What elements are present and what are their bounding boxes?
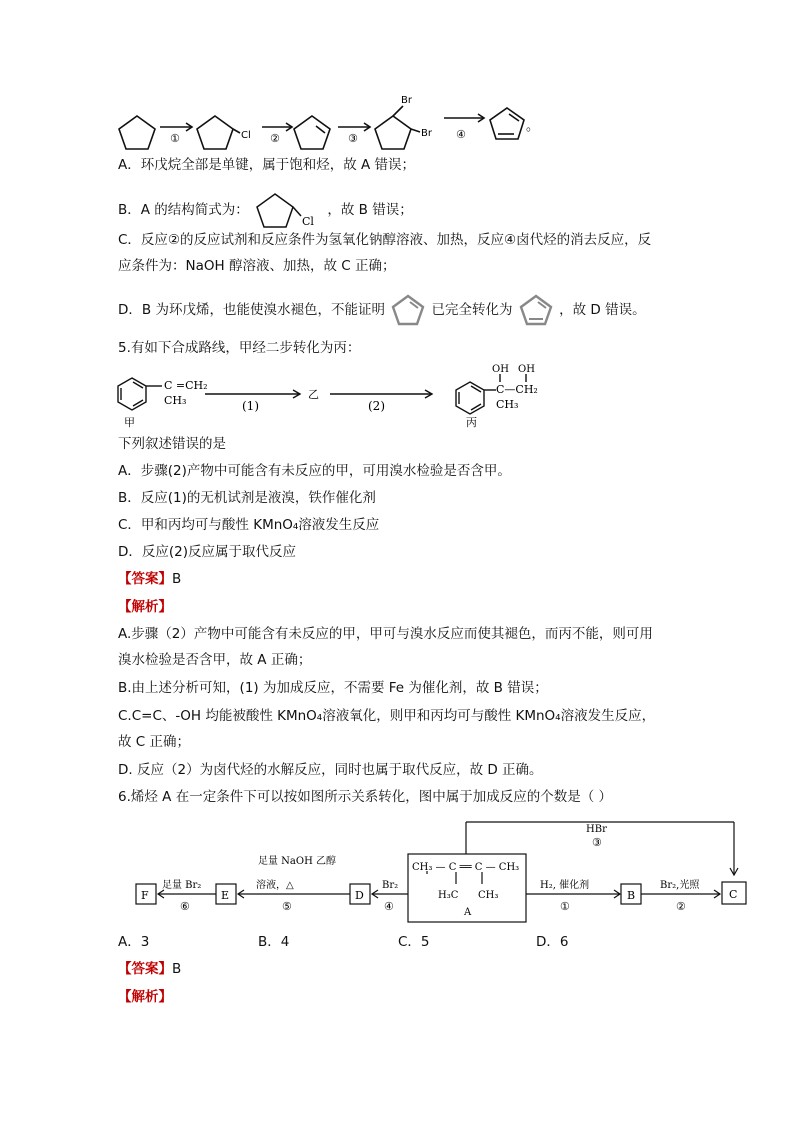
q4-analysis-a: A．环戊烷全部是单键，属于饱和烃，故 A 错误； [118,157,416,173]
q6-naoh-line2: 溶液，△ [256,880,294,891]
q6-naoh-line1: 足量 NaOH 乙醇 [258,856,336,867]
q5-analysis-label: 【解析】 [118,599,172,615]
inline-chloro-label: Cl [302,215,315,228]
q5-analysis-b: B.由上述分析可知，(1) 为加成反应，不需要 Fe 为催化剂，故 B 错误； [118,680,548,696]
step-1-label: ① [170,132,180,145]
q6-step5: ⑤ [282,900,292,913]
q6-a-label: A [464,907,472,918]
q5-analysis-a-line2: 溴水检验是否含甲，故 A 正确； [118,652,312,668]
step-3-label: ③ [348,132,358,145]
q4-d-prefix: D．B 为环戊烯，也能使溴水褪色，不能证明 [118,302,385,318]
q6-c-label: C [729,888,738,901]
q4-analysis-d [118,292,646,328]
q4-b-suffix: ，故 B 错误； [327,202,413,218]
q5-answer-label: 【答案】 [118,571,172,587]
cyclopentadiene-inline-structure [517,292,555,328]
q6-step4: ④ [384,900,394,913]
q5-stem: 下列叙述错误的是 [118,436,226,452]
q6-title: 6.烯烃 A 在一定条件下可以按如图所示关系转化，图中属于加成反应的个数是（ ） [118,789,612,805]
step-2-label: ② [270,132,280,145]
reaction-scheme-q5 [0,362,794,432]
period-mark: 。 [526,119,540,134]
q6-e-label: E [221,889,230,902]
q5-option-c: C．甲和丙均可与酸性 KMnO₄溶液发生反应 [118,517,380,533]
q6-d-label: D [355,889,364,902]
q6-option-b: B．4 [258,934,290,950]
q5-analysis-c-line2: 故 C 正确； [118,734,191,750]
q6-step1: ① [560,900,570,913]
q5-answer-value: B [172,571,182,587]
q6-b-label: B [627,889,636,902]
q5-analysis-a-line1: A.步骤（2）产物中可能含有未反应的甲，甲可与溴水反应而使其褪色，而丙不能，则可用 [118,626,653,642]
q6-h2: H₂, 催化剂 [540,880,590,891]
q5-bing-oh2: OH [518,364,535,375]
cyclopentane-structure [119,116,155,149]
q6-a-top: CH₃ — C ══ C — CH₃ [412,862,520,873]
bromo-label-1: Br [401,95,412,106]
q6-a-h3c: H₃C [438,890,459,901]
q5-option-a: A．步骤(2)产物中可能含有未反应的甲，可用溴水检验是否含甲。 [118,463,511,479]
q6-analysis-label: 【解析】 [118,989,172,1005]
q6-br2-light: Br₂,光照 [660,880,700,891]
chloro-label: Cl [241,130,251,141]
q6-option-c: C．5 [398,934,430,950]
q4-analysis-b [118,190,413,226]
q6-answer [118,959,181,979]
q6-option-a: A．3 [118,934,150,950]
chlorocyclopentane-structure [197,116,233,149]
q6-hbr: HBr [586,824,607,835]
dibromocyclopentane-structure [375,116,411,149]
q5-jia-ch2: C =CH₂ [164,379,208,392]
q5-answer [118,569,181,589]
q5-option-d: D．反应(2)反应属于取代反应 [118,544,297,560]
bromo-label-2: Br [421,128,432,139]
q6-answer-label: 【答案】 [118,961,172,977]
q5-yi-label: 乙 [308,388,319,401]
q5-jia-ch3: CH₃ [164,394,187,407]
q6-a-ch3: CH₃ [478,890,499,901]
q5-option-b: B．反应(1)的无机试剂是液溴，铁作催化剂 [118,490,376,506]
q4-analysis-c-line1: C．反应②的反应试剂和反应条件为氢氧化钠醇溶液、加热，反应④卤代烃的消去反应，反 [118,232,652,248]
q6-br2-d: Br₂ [382,880,399,891]
q5-analysis-d: D. 反应（2）为卤代烃的水解反应，同时也属于取代反应，故 D 正确。 [118,762,543,778]
q6-excess-br2: 足量 Br₂ [162,880,202,891]
q6-f-label: F [141,889,149,902]
reaction-scheme-q6 [0,812,794,932]
step-4-label: ④ [456,128,466,141]
q5-step1: (1) [242,399,259,413]
q5-bing-label: 丙 [466,416,477,429]
chlorocyclopentane-inline-structure [253,190,323,230]
q6-answer-value: B [172,961,182,977]
q5-bing-oh1: OH [492,364,509,375]
q4-d-suffix: ，故 D 错误。 [559,302,646,318]
cyclopentene-inline-structure [389,292,427,328]
q4-b-prefix: B．A 的结构简式为： [118,202,249,218]
q4-analysis-c-line2: 应条件为：NaOH 醇溶液、加热，故 C 正确； [118,258,396,274]
q6-option-d: D．6 [536,934,569,950]
q6-step3: ③ [592,836,602,849]
q6-step2: ② [676,900,686,913]
q5-jia-label: 甲 [124,416,135,429]
q4-d-middle: 已完全转化为 [431,302,513,318]
q5-bing-ch2: C—CH₂ [496,383,538,396]
q6-step6: ⑥ [180,900,190,913]
q5-bing-ch3: CH₃ [496,398,519,411]
q5-step2: (2) [368,399,385,413]
q5-analysis-c-line1: C.C=C、-OH 均能被酸性 KMnO₄溶液氧化，则甲和丙均可与酸性 KMnO₄溶液发生反应， [118,708,656,724]
q5-title: 5.有如下合成路线，甲经二步转化为丙： [118,340,361,356]
